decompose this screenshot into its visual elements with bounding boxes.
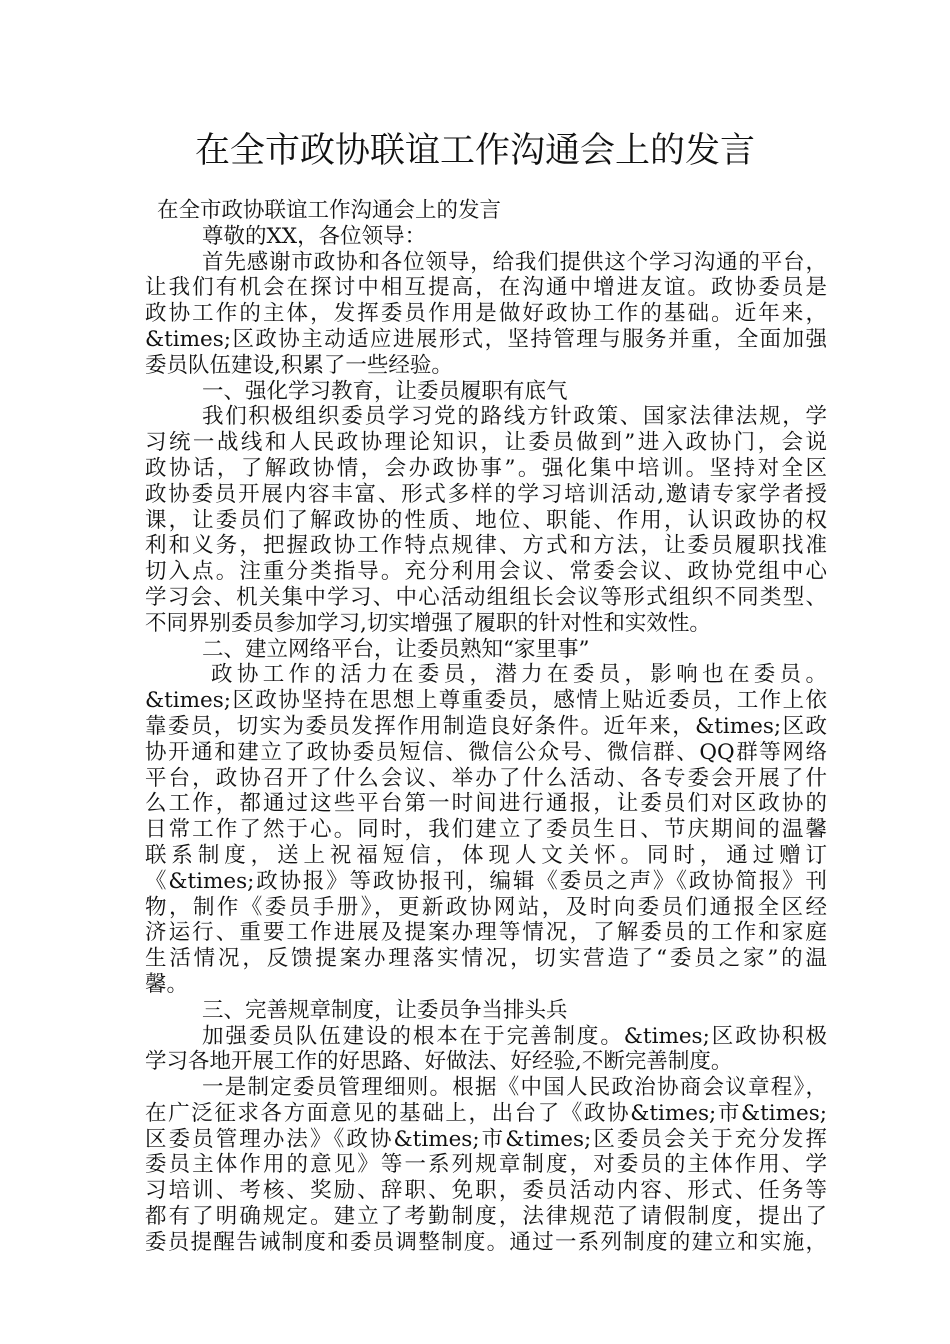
- section-heading: 二、建立网络平台，让委员熟知“家里事”: [202, 636, 590, 662]
- body-line: 委员主体作用的意见》等一系列规章制度，对委员的主体作用、学: [145, 1152, 827, 1178]
- body-line: 学习会、机关集中学习、中心活动组组长会议等形式组织不同类型、: [145, 584, 827, 610]
- body-line: 济运行、重要工作进展及提案办理等情况，了解委员的工作和家庭: [145, 920, 827, 946]
- body-line: 区委员管理办法》《政协&times;市&times;区委员会关于充分发挥: [145, 1126, 827, 1152]
- body-line: 学习各地开展工作的好思路、好做法、好经验,不断完善制度。: [145, 1049, 733, 1075]
- body-line: 我们积极组织委员学习党的路线方针政策、国家法律法规，学: [202, 404, 827, 430]
- body-line: 让我们有机会在探讨中相互提高，在沟通中增进友谊。政协委员是: [145, 275, 827, 301]
- body-line: &times;区政协坚持在思想上尊重委员，感情上贴近委员，工作上依: [145, 688, 827, 714]
- body-line: 不同界别委员参加学习,切实增强了履职的针对性和实效性。: [145, 610, 711, 636]
- body-line: 都有了明确规定。建立了考勤制度，法律规范了请假制度，提出了: [145, 1204, 827, 1230]
- body-line: 平台，政协召开了什么会议、举办了什么活动、各专委会开展了什: [145, 765, 827, 791]
- body-line: 利和义务，把握政协工作特点规律、方式和方法，让委员履职找准: [145, 533, 827, 559]
- body-line: 物，制作《委员手册》，更新政协网站，及时向委员们通报全区经: [145, 894, 827, 920]
- body-line: 课，让委员们了解政协的性质、地位、职能、作用，认识政协的权: [145, 507, 827, 533]
- body-line: 在全市政协联谊工作沟通会上的发言: [157, 198, 502, 223]
- body-line: 靠委员，切实为委员发挥作用制造良好条件。近年来，&times;区政: [145, 713, 827, 739]
- body-line: 首先感谢市政协和各位领导，给我们提供这个学习沟通的平台，: [202, 249, 827, 275]
- document-body: [145, 198, 827, 1256]
- section-heading: 一、强化学习教育，让委员履职有底气: [202, 378, 568, 404]
- body-line: 联系制度，送上祝福短信，体现人文关怀。同时，通过赠订: [145, 842, 827, 868]
- body-line: 习培训、考核、奖励、辞职、免职，委员活动内容、形式、任务等: [145, 1178, 827, 1204]
- body-line: 委员队伍建设,积累了一些经验。: [145, 352, 453, 378]
- body-line: 么工作，都通过这些平台第一时间进行通报，让委员们对区政协的: [145, 791, 827, 817]
- body-line: &times;区政协主动适应进展形式，坚持管理与服务并重，全面加强: [145, 326, 827, 352]
- body-line: 习统一战线和人民政协理论知识，让委员做到”进入政协门，会说: [145, 430, 827, 456]
- body-line: 加强委员队伍建设的根本在于完善制度。&times;区政协积极: [202, 1023, 827, 1049]
- body-line: 政协话，了解政协情，会办政协事”。强化集中培训。坚持对全区: [145, 455, 827, 481]
- body-line: 生活情况，反馈提案办理落实情况，切实营造了“委员之家”的温: [145, 946, 827, 972]
- body-line: 委员提醒告诫制度和委员调整制度。通过一系列制度的建立和实施，: [145, 1229, 827, 1255]
- body-line: 切入点。注重分类指导。充分利用会议、常委会议、政协党组中心: [145, 559, 827, 585]
- body-line: 馨。: [145, 971, 189, 997]
- document-title: 在全市政协联谊工作沟通会上的发言: [194, 131, 755, 171]
- body-line: 尊敬的XX，各位领导：: [202, 223, 427, 249]
- body-line: 政协工作的活力在委员，潜力在委员，影响也在委员。: [211, 662, 827, 688]
- body-line: 《&times;政协报》等政协报刊，编辑《委员之声》《政协简报》刊: [145, 868, 827, 894]
- body-line: 在广泛征求各方面意见的基础上，出台了《政协&times;市&times;: [145, 1100, 827, 1126]
- body-line: 日常工作了然于心。同时，我们建立了委员生日、节庆期间的温馨: [145, 817, 827, 843]
- body-line: 政协工作的主体，发挥委员作用是做好政协工作的基础。近年来，: [145, 301, 827, 327]
- body-line: 协开通和建立了政协委员短信、微信公众号、微信群、QQ群等网络: [145, 739, 827, 765]
- body-line: 政协委员开展内容丰富、形式多样的学习培训活动,邀请专家学者授: [145, 481, 827, 507]
- body-line: 一是制定委员管理细则。根据《中国人民政治协商会议章程》，: [202, 1075, 827, 1101]
- section-heading: 三、完善规章制度，让委员争当排头兵: [202, 997, 568, 1023]
